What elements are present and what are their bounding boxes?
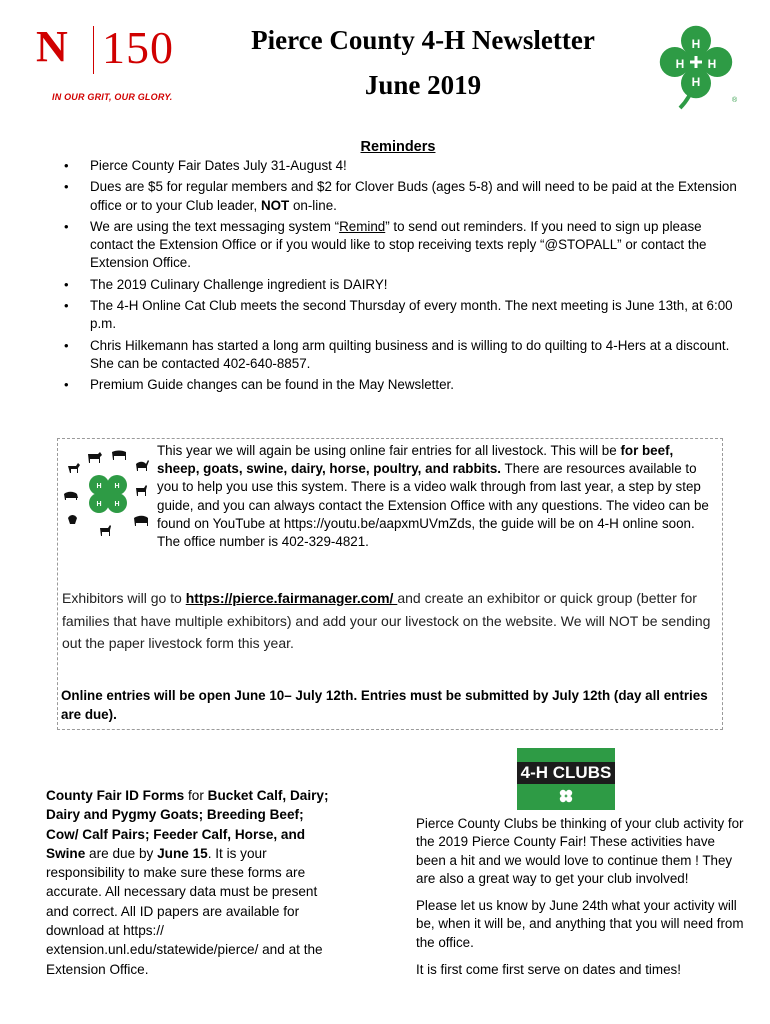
unl-150-logo: [36, 22, 186, 102]
clover-icon: [558, 788, 574, 804]
reminder-remind: We are using the text messaging system “: [90, 218, 340, 234]
fairmanager-link[interactable]: https://pierce.fairmanager.com/: [185, 590, 398, 606]
clover-h-letter: H: [691, 37, 701, 51]
logo-150: 150: [102, 22, 174, 73]
reminder-remind-end: ” to send out reminders. If you need to sign up please contact the Extension Office or if you would like to stop receiving texts reply “@STOPALL” or contact the Extension Office.: [90, 218, 707, 271]
exhibitor-paragraph: [62, 587, 718, 655]
reminder-cat-club: The 4-H Online Cat Club meets the second Thursday of every month. The next meeting is June 13th, at 6:00 p.m.: [90, 298, 733, 332]
clover-h-letter: H: [96, 501, 102, 508]
list-item: [62, 297, 742, 334]
id-forms-paragraph: [46, 786, 336, 979]
club-activity-p1: Pierce County Clubs be thinking of your club activity for the 2019 Pierce County Fair! These activities have been a hit and we would love to continue them ! They are also a great way to get your club involved!: [416, 816, 744, 886]
clover-h-letter: H: [707, 57, 717, 71]
badge-text: 4-H CLUBS: [517, 762, 615, 784]
id-forms-title: County Fair ID Forms: [46, 788, 185, 803]
id-forms-date: June 15: [157, 845, 208, 861]
reminders-list: [62, 157, 742, 398]
newsletter-title: Pierce County 4-H Newsletter: [251, 25, 595, 55]
reminder-quilting: Chris Hilkemann has started a long arm quilting business and is willing to do quilting to 4-Hers at a discount. She can be contacted 402-640-8857.: [90, 337, 730, 371]
id-forms-details: . It is your responsibility to make sure these forms are accurate. All necessary data must be present and correct. All ID papers are available for download at https:// extension.unl.edu/statewide/pierce/ and at the Extension Office.: [46, 845, 323, 977]
list-item: [62, 276, 742, 294]
exhibitor-text-rest: and create an exhibitor or quick group (better for families that have multiple exhibitors) and add your our livestock on the website. We will NOT be sending out the paper livestock form this year.: [62, 590, 711, 651]
clover-h-letter: H: [691, 75, 701, 89]
list-item: [62, 376, 742, 394]
reminder-premium-guide: Premium Guide changes can be found in the May Newsletter.: [90, 377, 454, 393]
id-forms-species: Bucket Calf, Dairy; Dairy and Pygmy Goats; Breeding Beef; Cow/ Calf Pairs; Feeder Calf, Horse, and Swine: [46, 788, 329, 861]
club-activity-p2: Please let us know by June 24th what your activity will be, when it will be, and anything that you will need from the office.: [416, 898, 744, 950]
list-item: [62, 337, 742, 374]
clover-h-letter: H: [675, 57, 685, 71]
livestock-animals-icon: [60, 448, 156, 544]
reminder-dues-not: NOT: [260, 197, 290, 213]
reminder-dues-end: on-line.: [289, 197, 337, 213]
reminder-fair-dates: Pierce County Fair Dates July 31-August 4!: [90, 158, 347, 173]
reminders-heading: Reminders: [360, 139, 436, 155]
unl-n-logo: N: [36, 22, 68, 71]
clover-h-letter: H: [96, 483, 102, 490]
logo-divider: [93, 26, 94, 74]
list-item: [62, 178, 742, 215]
online-entries-text-rest: There are resources available to you to help you use this system. There is a video walk through from last year, a step by step guide, and you can always contact the Extension Office with any questions. The video can be found on YouTube at https://youtu.be/aapxmUVmZds, the guide will be on 4-H online soon. The office number is 402-329-4821.: [157, 461, 709, 550]
remind-word: Remind: [339, 218, 386, 234]
species-list: for beef, sheep, goats, swine, dairy, horse, poultry, and rabbits.: [157, 443, 674, 477]
4h-clubs-badge: [517, 748, 615, 810]
online-entries-paragraph: [157, 442, 717, 551]
entry-deadline-note: Online entries will be open June 10– July 12th. Entries must be submitted by July 12th (day all entries are due).: [61, 688, 708, 722]
reminder-culinary: The 2019 Culinary Challenge ingredient is DAIRY!: [90, 276, 388, 292]
club-activity-section: [416, 815, 746, 988]
club-activity-p3: It is first come first serve on dates and times!: [416, 962, 681, 978]
online-entries-text: This year we will again be using online fair entries for all livestock. This will be: [157, 443, 621, 458]
exhibitor-text: Exhibitors will go to: [62, 590, 186, 606]
id-forms-for: for: [184, 788, 208, 803]
list-item: [62, 218, 742, 273]
id-forms-due-by: are due by: [85, 845, 158, 861]
4h-clover-icon: [650, 18, 742, 110]
registered-mark: ®: [732, 97, 738, 104]
clover-h-letter: H: [114, 483, 120, 490]
logo-tagline: IN OUR GRIT, OUR GLORY.: [52, 92, 173, 102]
clover-h-letter: H: [114, 501, 120, 508]
list-item: [62, 157, 742, 175]
newsletter-date: June 2019: [364, 70, 482, 100]
reminder-dues: Dues are $5 for regular members and $2 for Clover Buds (ages 5-8) and will need to be paid at the Extension office or to your Club leader,: [90, 179, 737, 213]
